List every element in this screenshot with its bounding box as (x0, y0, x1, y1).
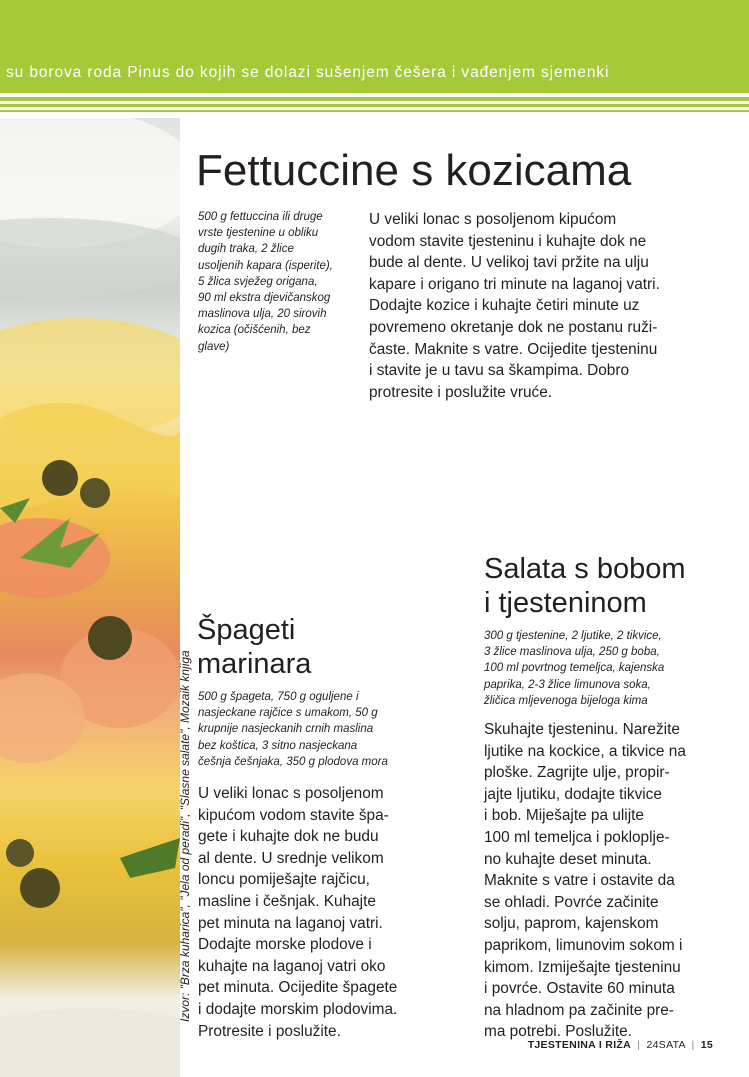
ingredient-line: vrste tjestenine u obliku (198, 227, 319, 240)
method-line: Skuhajte tjesteninu. Narežite (484, 721, 680, 738)
recipe3-ingredients (484, 628, 734, 709)
ingredient-line: 5 žlica svježeg origana, (198, 275, 318, 288)
method-line: masline i češnjak. Kuhajte (198, 892, 376, 910)
method-line: i dodajte morskim plodovima. (198, 1000, 398, 1018)
ingredient-line: žličica mljevenoga bijeloga kima (484, 694, 648, 707)
recipe2-method (198, 783, 438, 1042)
header-band (0, 0, 749, 93)
ingredient-line: 90 ml ekstra djevičanskog (198, 292, 331, 305)
banner-text: su borova roda Pinus do kojih se dolazi sušenjem češera i vađenjem sjemenki (6, 64, 610, 81)
recipe1-method (369, 209, 714, 403)
stripe-2 (0, 104, 749, 107)
method-line: i bob. Miješajte pa ulijte (484, 807, 644, 825)
method-line: Protresite i poslužite. (198, 1022, 341, 1040)
method-line: U veliki lonac s posoljenom (198, 785, 384, 802)
ingredient-line: usoljenih kapara (isperite), (198, 259, 333, 272)
stripe-3 (0, 110, 749, 112)
ingredient-line: bez koštica, 3 sitno nasjeckana (198, 739, 358, 752)
stripe-1 (0, 97, 749, 101)
recipe3-method (484, 719, 734, 1043)
page-number: 15 (700, 1039, 713, 1051)
method-line: gete i kuhajte dok ne budu (198, 828, 379, 846)
ingredient-line: maslinova ulja, 20 sirovih (198, 308, 327, 321)
ingredient-line: 300 g tjestenine, 2 ljutike, 2 tikvice, (484, 630, 662, 642)
method-line: Dodajte kozice i kuhajte četiri minute uz (369, 297, 640, 315)
ingredient-line: krupnije nasjeckanih crnih maslina (198, 723, 374, 736)
footer-separator: | (637, 1039, 641, 1051)
recipe3-title (484, 552, 734, 620)
method-line: jajte ljutiku, dodajte tikvice (484, 785, 662, 803)
method-line: kapare i origano tri minute na laganoj vatri. (369, 275, 660, 293)
method-line: al dente. U srednje velikom (198, 849, 384, 867)
method-line: solju, paprom, kajenskom (484, 915, 659, 933)
method-line: bude al dente. U velikoj tavi pržite na ulju (369, 254, 649, 272)
method-line: Dodajte morske plodove i (198, 936, 372, 954)
method-line: kipućom vodom stavite špa- (198, 806, 389, 824)
method-line: loncu pomiješajte rajčicu, (198, 871, 370, 889)
ingredient-line: češnja češnjaka, 350 g plodova mora (198, 755, 388, 768)
method-line: paprikom, limunovim sokom i (484, 936, 683, 954)
recipe2-title-line: Špageti (197, 614, 296, 646)
method-line: ploške. Zagrijte ulje, propir- (484, 764, 670, 782)
footer-section: TJESTENINA I RIŽA (527, 1039, 632, 1051)
method-line: se ohladi. Povrće začinite (484, 893, 659, 911)
method-line: časte. Maknite s vatre. Ocijedite tjesteninu (369, 340, 658, 358)
method-line: protresite i poslužite vruće. (369, 383, 553, 401)
photo-credit: Izvor: "Brza kuharica", "Jela od peradi", "Slasne salate", Mozaik knjiga (178, 650, 192, 1022)
method-line: 100 ml temeljca i poklopljе- (484, 828, 670, 846)
recipe2-title-line: marinara (197, 648, 312, 680)
recipe2-ingredients (198, 689, 438, 770)
recipe1-title: Fettuccine s kozicama (196, 146, 632, 195)
method-line: no kuhajte deset minuta. (484, 850, 652, 868)
method-line: pet minuta. Ocijedite špagete (198, 979, 398, 997)
page-footer (528, 1039, 713, 1051)
footer-brand: 24SATA (646, 1039, 686, 1051)
method-line: vodom stavite tjesteninu i kuhajte dok ne (369, 232, 647, 250)
method-line: kuhajte na laganoj vatri oko (198, 957, 386, 975)
ingredient-line: 3 žlice maslinova ulja, 250 g boba, (484, 646, 660, 659)
ingredient-line: 500 g fettuccina ili druge (198, 211, 323, 223)
method-line: ljutike na kockice, a tikvice na (484, 742, 686, 760)
method-line: kimom. Izmiješajte tjesteninu (484, 958, 681, 976)
ingredient-line: kozica (očišćenih, bez (198, 324, 311, 337)
pasta-photo (0, 118, 180, 1077)
ingredient-line: 500 g špageta, 750 g oguljene i (198, 691, 359, 703)
ingredient-line: nasjeckane rajčice s umakom, 50 g (198, 707, 378, 720)
recipe3-title-line: i tjesteninom (484, 587, 647, 619)
footer-separator: | (691, 1039, 695, 1051)
method-line: pet minuta na laganoj vatri. (198, 914, 383, 932)
ingredient-line: glave) (198, 340, 230, 353)
pasta-photo-illustration (0, 118, 180, 1077)
method-line: U veliki lonac s posoljenom kipućom (369, 211, 617, 228)
ingredient-line: dugih traka, 2 žlice (198, 243, 294, 256)
recipe2-title (197, 613, 397, 681)
method-line: i stavite je u tavu sa škampima. Dobro (369, 362, 630, 380)
method-line: i povrće. Ostavite 60 minuta (484, 980, 675, 998)
ingredient-line: 100 ml povrtnog temeljca, kajenska (484, 662, 665, 675)
method-line: Maknite s vatre i ostavite da (484, 872, 675, 890)
recipe1-ingredients (198, 209, 363, 355)
method-line: povremeno okretanje dok ne postanu ruži- (369, 318, 658, 336)
method-line: ma potrebi. Poslužite. (484, 1023, 632, 1041)
ingredient-line: paprika, 2-3 žlice limunova soka, (484, 678, 651, 691)
recipe3-title-line: Salata s bobom (484, 553, 686, 585)
method-line: na hladnom pa začinite pre- (484, 1001, 674, 1019)
